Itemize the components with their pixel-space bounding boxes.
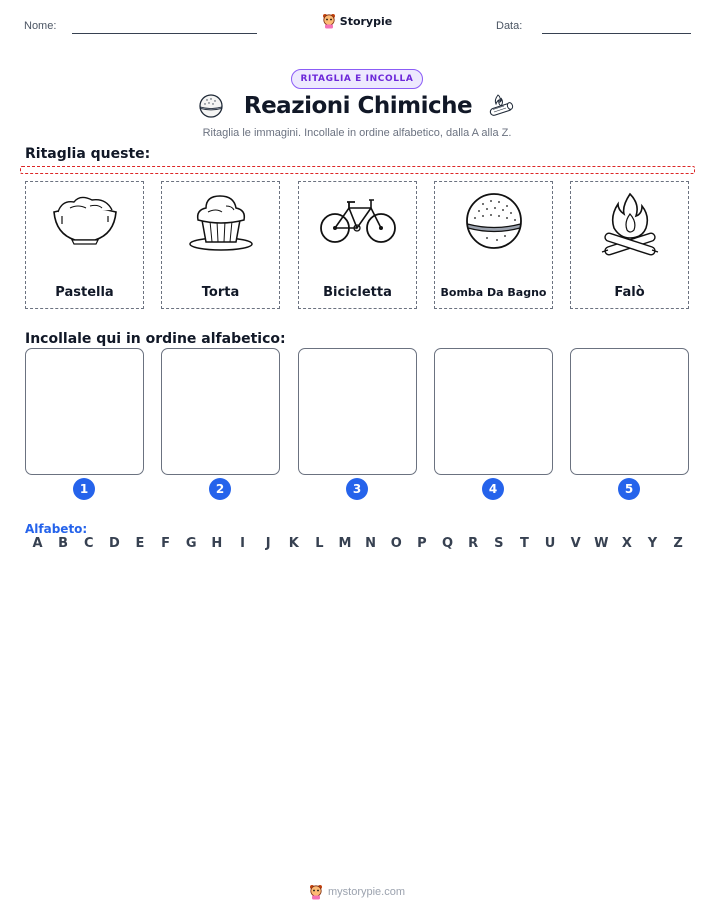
alphabet-letter: Z bbox=[673, 536, 683, 551]
alphabet-heading: Alfabeto: bbox=[25, 522, 88, 536]
alphabet-letter: C bbox=[83, 536, 94, 551]
mascot-icon bbox=[322, 13, 336, 29]
cut-card-pastella[interactable] bbox=[25, 181, 144, 309]
alphabet-letter: I bbox=[240, 536, 245, 551]
footer-url[interactable]: mystorypie.com bbox=[327, 886, 406, 898]
paste-box-3[interactable] bbox=[298, 348, 417, 475]
alphabet-letter: W bbox=[594, 536, 609, 551]
footer bbox=[0, 884, 714, 904]
paste-box-4[interactable] bbox=[434, 348, 553, 475]
alphabet-letter: M bbox=[338, 536, 352, 551]
name-label: Nome: bbox=[24, 20, 57, 32]
alphabet-row bbox=[25, 536, 691, 551]
alphabet-letter: H bbox=[211, 536, 223, 551]
paste-box-2[interactable] bbox=[161, 348, 280, 475]
mascot-icon bbox=[309, 884, 323, 900]
order-number-3: 3 bbox=[346, 478, 368, 500]
bath-bomb-icon bbox=[463, 190, 525, 252]
alphabet-letter: V bbox=[570, 536, 581, 551]
card-label: Falò bbox=[614, 285, 645, 300]
alphabet-letter: D bbox=[108, 536, 120, 551]
alphabet-letter: A bbox=[32, 536, 43, 551]
page-title: Reazioni Chimiche bbox=[243, 93, 473, 119]
cut-card-bomba-da-bagno[interactable] bbox=[434, 181, 553, 309]
alphabet-letter: J bbox=[265, 536, 271, 551]
alphabet-letter: S bbox=[494, 536, 504, 551]
alphabet-letter: L bbox=[315, 536, 324, 551]
alphabet-letter: G bbox=[185, 536, 197, 551]
card-label: Bicicletta bbox=[323, 285, 392, 300]
cut-line bbox=[20, 166, 695, 174]
order-number-5: 5 bbox=[618, 478, 640, 500]
bath-bomb-icon bbox=[198, 93, 224, 119]
alphabet-letter: N bbox=[365, 536, 377, 551]
bicycle-icon bbox=[319, 190, 397, 248]
alphabet-letter: Q bbox=[441, 536, 454, 551]
cut-card-bicicletta[interactable] bbox=[298, 181, 417, 309]
alphabet-letter: P bbox=[417, 536, 427, 551]
cut-section-heading: Ritaglia queste: bbox=[25, 146, 151, 162]
paste-box-1[interactable] bbox=[25, 348, 144, 475]
alphabet-letter: K bbox=[288, 536, 299, 551]
alphabet-letter: B bbox=[58, 536, 69, 551]
paste-box-5[interactable] bbox=[570, 348, 689, 475]
alphabet-letter: O bbox=[390, 536, 402, 551]
cut-card-torta[interactable] bbox=[161, 181, 280, 309]
alphabet-letter: U bbox=[544, 536, 556, 551]
order-number-1: 1 bbox=[73, 478, 95, 500]
brand-logo bbox=[0, 13, 714, 33]
alphabet-letter: T bbox=[519, 536, 529, 551]
order-number-4: 4 bbox=[482, 478, 504, 500]
card-label: Torta bbox=[201, 285, 240, 300]
activity-badge: RITAGLIA E INCOLLA bbox=[291, 69, 424, 89]
brand-name: Storypie bbox=[339, 14, 393, 28]
bonfire-icon bbox=[600, 190, 660, 258]
alphabet-letter: R bbox=[468, 536, 479, 551]
name-line[interactable] bbox=[72, 33, 257, 34]
batter-bowl-icon bbox=[50, 190, 120, 246]
card-label: Bomba Da Bagno bbox=[440, 286, 547, 299]
log-fire-icon bbox=[486, 91, 516, 121]
date-label: Data: bbox=[496, 20, 523, 32]
date-line[interactable] bbox=[542, 33, 691, 34]
instructions: Ritaglia le immagini. Incollale in ordine alfabetico, dalla A alla Z. bbox=[202, 127, 512, 139]
alphabet-letter: X bbox=[621, 536, 632, 551]
card-label: Pastella bbox=[55, 285, 114, 300]
alphabet-letter: Y bbox=[647, 536, 658, 551]
order-number-2: 2 bbox=[209, 478, 231, 500]
alphabet-letter: F bbox=[161, 536, 171, 551]
alphabet-letter: E bbox=[135, 536, 145, 551]
cut-card-falo[interactable] bbox=[570, 181, 689, 309]
paste-section-heading: Incollale qui in ordine alfabetico: bbox=[25, 331, 286, 347]
cupcake-icon bbox=[186, 190, 256, 252]
